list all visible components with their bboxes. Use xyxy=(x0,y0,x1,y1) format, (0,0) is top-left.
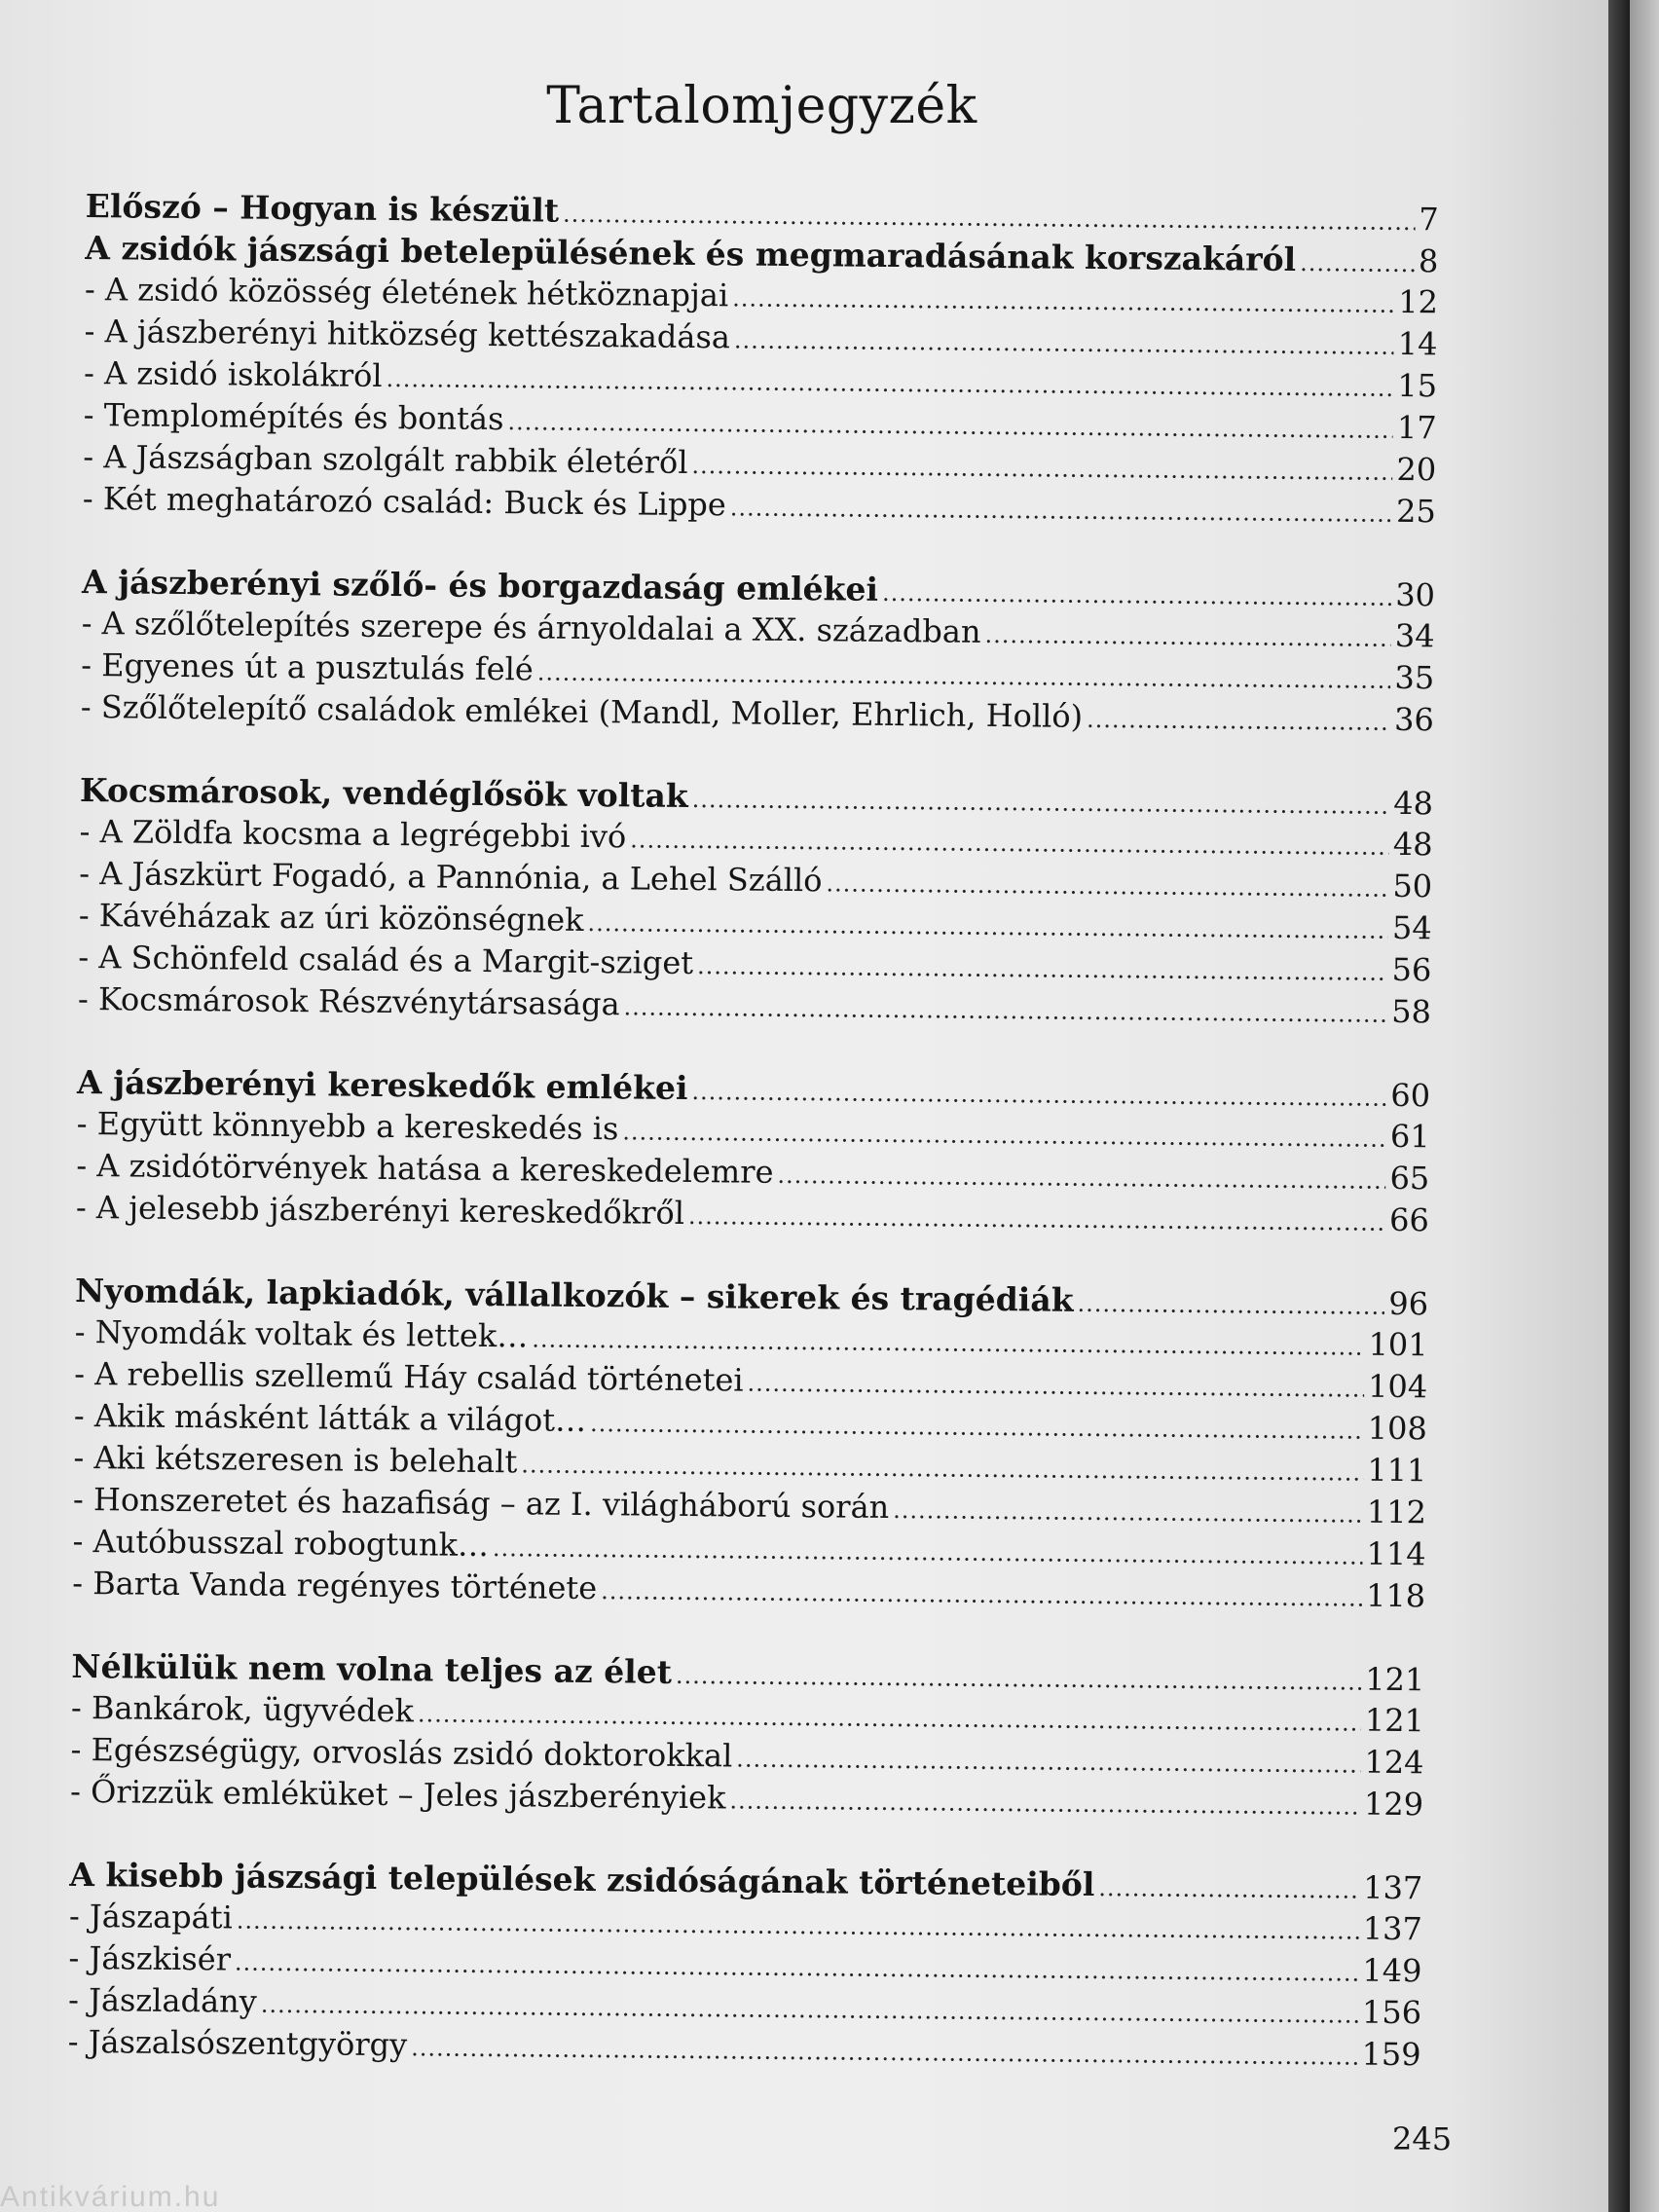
toc-entry-page: 34 xyxy=(1394,616,1435,655)
toc-entry-title: - Két meghatározó család: Buck és Lippe xyxy=(82,479,727,524)
toc-entry-title: A kisebb jászsági települések zsidóságának történeteiből xyxy=(69,1855,1095,1904)
toc-entry-page: 36 xyxy=(1393,700,1434,739)
toc-section xyxy=(81,561,1436,741)
toc-entry-title: - Kocsmárosok Részvénytársasága xyxy=(77,979,620,1023)
toc-entry-page: 159 xyxy=(1361,2035,1421,2074)
toc-entry-page: 20 xyxy=(1396,450,1437,489)
toc-entry-title: Nélkülük nem volna teljes az élet xyxy=(71,1646,673,1691)
toc-entry-title: - Szőlőtelepítő családok emlékei (Mandl, Moller, Ehrlich, Holló) xyxy=(80,687,1084,735)
toc-entry-page: 66 xyxy=(1388,1200,1430,1239)
toc-section xyxy=(67,1854,1422,2076)
toc-entry-page: 30 xyxy=(1395,575,1436,614)
toc-entry-page: 112 xyxy=(1366,1493,1427,1531)
dot-leader xyxy=(601,1570,1362,1620)
watermark: Antikvárium.hu xyxy=(0,2181,221,2212)
dot-leader xyxy=(826,863,1388,910)
toc-entry-title: - A zsidó iskolákról xyxy=(83,353,383,394)
toc-entry-title: - Egyenes út a pusztulás felé xyxy=(81,645,535,688)
toc-entry-title: - A jelesebb jászberényi kereskedőkről xyxy=(75,1188,685,1232)
toc-entry-title: - Akik másként látták a világot… xyxy=(73,1396,587,1439)
toc-entry-page: 121 xyxy=(1365,1660,1425,1699)
dot-leader xyxy=(736,1738,1361,1786)
toc-entry-page: 12 xyxy=(1398,282,1439,321)
dot-leader xyxy=(732,277,1394,326)
dot-leader xyxy=(590,1403,1364,1453)
toc-entry-page: 156 xyxy=(1361,1993,1422,2032)
toc-entry-title: - Egészségügy, orvoslás zsidó doktorokkal xyxy=(70,1730,733,1775)
toc-entry-title: - Barta Vanda regényes története xyxy=(72,1564,598,1607)
toc-entry-page: 149 xyxy=(1362,1951,1422,1990)
toc-entry-page: 129 xyxy=(1363,1785,1424,1824)
dot-leader xyxy=(893,1490,1363,1536)
toc-entry-title: A jászberényi kereskedők emlékei xyxy=(76,1062,688,1107)
dot-leader xyxy=(688,1196,1386,1244)
toc-entry-title: Nyomdák, lapkiadók, vállalkozók – sikerek és tragédiák xyxy=(74,1271,1074,1319)
toc-entry-page: 7 xyxy=(1419,201,1439,239)
toc-entry-page: 65 xyxy=(1389,1159,1430,1198)
toc-entry-page: 48 xyxy=(1393,784,1434,823)
book-edge-shadow xyxy=(1608,0,1630,2212)
toc-entry-title: - Jászkisér xyxy=(68,1938,232,1978)
toc-entry-title: - A jászberényi hitközség kettészakadása xyxy=(84,312,731,356)
toc-entry-page: 137 xyxy=(1362,1909,1423,1948)
toc-entry-title: - A Schönfeld család és a Margit-sziget xyxy=(78,938,694,982)
toc-entry-title: - Aki kétszeresen is belehalt xyxy=(73,1438,518,1481)
dot-leader xyxy=(691,445,1392,494)
toc-entry-page: 8 xyxy=(1418,242,1439,280)
toc-entry-title: - Autóbusszal robogtunk… xyxy=(72,1522,490,1565)
table-of-contents xyxy=(67,185,1439,2117)
page-number: 245 xyxy=(1392,2120,1453,2157)
toc-section xyxy=(70,1645,1425,1825)
toc-entry-title: Előszó – Hogyan is készült xyxy=(85,186,560,230)
toc-entry-title: - Honszeretet és hazafiság – az I. világháború során xyxy=(72,1480,890,1526)
toc-entry-page: 15 xyxy=(1397,366,1438,405)
toc-entry-title: A zsidók jászsági betelepülésének és megmaradásának korszakáról xyxy=(85,228,1297,278)
dot-leader xyxy=(1077,1283,1384,1328)
toc-entry-title: - Kávéházak az úri közönségnek xyxy=(78,896,584,939)
toc-entry-title: - Jászapáti xyxy=(68,1897,234,1936)
toc-entry-title: - A zsidótörvények hatása a kereskedelemre xyxy=(76,1146,774,1191)
toc-entry-page: 48 xyxy=(1392,825,1433,864)
toc-section xyxy=(83,185,1439,533)
dot-leader xyxy=(747,1363,1364,1411)
toc-entry-page: 17 xyxy=(1396,408,1437,447)
dot-leader xyxy=(697,945,1388,994)
toc-entry-title: - A Jászkürt Fogadó, a Pannónia, a Lehel Szálló xyxy=(79,854,823,900)
toc-entry-page: 50 xyxy=(1392,866,1433,905)
dot-leader xyxy=(729,1780,1360,1827)
toc-section xyxy=(72,1270,1428,1617)
toc-entry-title: - A szőlőtelepítés szerepe és árnyoldalai a XX. században xyxy=(81,604,981,650)
toc-entry-title: - Jászladány xyxy=(67,1980,258,2020)
toc-entry-title: - A Zöldfa kocsma a legrégebbi ivó xyxy=(79,812,627,856)
toc-entry-title: A jászberényi szőlő- és borgazdaság emlékei xyxy=(81,562,879,608)
book-edge xyxy=(1630,0,1659,2212)
dot-leader xyxy=(777,1155,1385,1202)
dot-leader xyxy=(734,319,1394,368)
toc-entry-title: - Bankárok, ügyvédek xyxy=(70,1688,415,1730)
dot-leader xyxy=(623,986,1387,1036)
toc-section xyxy=(76,1061,1431,1241)
dot-leader xyxy=(1300,242,1415,285)
toc-entry-page: 60 xyxy=(1390,1076,1431,1115)
toc-entry-page: 35 xyxy=(1394,658,1435,697)
toc-entry-title: - Együtt könnyebb a kereskedés is xyxy=(76,1104,619,1148)
toc-entry-title: - Őrizzük emléküket – Jeles jászberényiek xyxy=(69,1772,726,1817)
toc-entry-page: 61 xyxy=(1389,1117,1430,1156)
toc-entry-title: Kocsmárosok, vendéglősök voltak xyxy=(79,770,688,815)
toc-entry-title: - Jászalsószentgyörgy xyxy=(67,2022,408,2064)
toc-entry-page: 114 xyxy=(1366,1534,1426,1573)
dot-leader xyxy=(1098,1867,1359,1912)
toc-section xyxy=(78,769,1433,1033)
page-title: Tartalomjegyzék xyxy=(546,76,977,135)
toc-entry-page: 58 xyxy=(1391,992,1432,1031)
toc-entry-page: 124 xyxy=(1364,1743,1424,1782)
dot-leader xyxy=(984,614,1391,660)
dot-leader xyxy=(1087,699,1390,744)
dot-leader xyxy=(411,2027,1358,2078)
toc-entry-page: 108 xyxy=(1367,1409,1427,1448)
toc-entry-page: 14 xyxy=(1397,324,1438,363)
toc-entry-title: - A zsidó közösség életének hétköznapjai xyxy=(84,270,729,314)
toc-entry-page: 25 xyxy=(1395,492,1437,531)
toc-entry-page: 96 xyxy=(1388,1284,1429,1323)
toc-entry-page: 54 xyxy=(1391,908,1432,947)
toc-entry-title: - Templomépítés és bontás xyxy=(83,395,504,438)
toc-entry-page: 137 xyxy=(1363,1868,1423,1907)
toc-entry-page: 104 xyxy=(1367,1367,1428,1406)
toc-entry-page: 101 xyxy=(1368,1325,1428,1364)
toc-entry-page: 111 xyxy=(1367,1451,1427,1490)
toc-entry-page: 56 xyxy=(1391,950,1432,989)
toc-entry-title: - Nyomdák voltak és lettek… xyxy=(74,1312,529,1355)
toc-entry-title: - A rebellis szellemű Háy család történetei xyxy=(74,1354,744,1399)
toc-entry-page: 121 xyxy=(1364,1701,1425,1740)
toc-entry-title: - A Jászságban szolgált rabbik életéről xyxy=(83,437,688,481)
toc-entry-page: 118 xyxy=(1365,1576,1426,1615)
dot-leader xyxy=(730,487,1393,535)
